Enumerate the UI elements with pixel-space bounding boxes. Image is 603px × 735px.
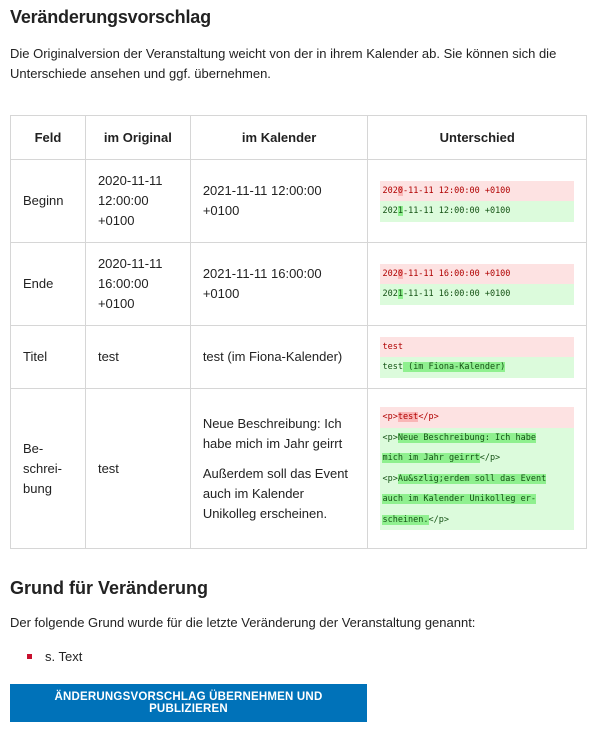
list-item — [10, 647, 82, 667]
diff-highlight: 0 — [397, 185, 403, 196]
diff-highlight: (im Fiona-Kalender) — [402, 362, 506, 372]
table-row — [11, 389, 587, 549]
original-tz: +0100 — [97, 296, 135, 311]
field-name: Ende — [11, 243, 86, 326]
diff-cell — [368, 326, 587, 389]
diff-text: </p> — [428, 514, 450, 525]
reason-title: Grund für Veränderung — [10, 578, 209, 598]
header-field: Feld — [11, 116, 86, 160]
diff-inserted-line — [380, 469, 574, 490]
original-value: test — [85, 389, 190, 549]
diff-inserted-line — [380, 284, 574, 305]
diff-deleted-line — [380, 337, 574, 358]
table-row — [11, 160, 587, 243]
diff-cell — [368, 243, 587, 326]
diff-deleted-line — [380, 407, 574, 428]
table-row — [11, 326, 587, 389]
original-tz: +0100 — [97, 213, 135, 228]
diff-text: 202 — [382, 185, 398, 196]
diff-highlight: 0 — [397, 268, 403, 279]
field-name-part: bung — [23, 480, 52, 496]
original-time: 16:00:00 — [97, 276, 149, 291]
diff-highlight: 1 — [397, 289, 403, 299]
reason-intro: Der folgende Grund wurde für die letzte Veränderung der Veranstaltung genannt: — [10, 615, 476, 630]
original-value — [85, 160, 190, 243]
diff-inserted-line — [380, 489, 574, 510]
description-paragraph: Neue Beschreibung: Ich habe mich im Jahr geirrt — [202, 415, 343, 451]
calendar-value: 2021-11-11 12:00:00 +0100 — [190, 160, 368, 243]
original-value — [85, 243, 190, 326]
original-time: 12:00:00 — [97, 193, 149, 208]
original-date: 2020-11-11 — [97, 256, 163, 271]
diff-table — [10, 115, 587, 549]
reason-text: s. Text — [45, 649, 83, 664]
diff-text: test — [382, 362, 403, 372]
header-original: im Original — [85, 116, 190, 160]
diff-text: <p> — [382, 432, 398, 443]
intro-text: Die Originalversion der Veranstaltung weicht von der in ihrem Kalender ab. Sie können sich die Unterschiede ansehen und ggf. übernehmen. — [10, 46, 557, 81]
field-name: Titel — [11, 326, 86, 389]
calendar-value: 2021-11-11 16:00:00 +0100 — [190, 243, 368, 326]
diff-inserted-line — [380, 357, 574, 378]
diff-highlight: scheinen. — [382, 514, 429, 525]
diff-text: 202 — [382, 206, 398, 216]
diff-deleted-line — [380, 181, 574, 202]
accept-and-publish-button[interactable]: ÄNDERUNGSVORSCHLAG ÜBERNEHMEN UND PUBLIZIEREN — [10, 684, 367, 722]
diff-inserted-line — [380, 448, 574, 469]
diff-text: <p> — [382, 412, 398, 422]
calendar-value — [190, 389, 368, 549]
diff-inserted-line — [380, 428, 574, 449]
diff-inserted-line — [380, 510, 574, 531]
diff-text: -11-11 12:00:00 +0100 — [402, 185, 511, 196]
diff-cell — [368, 160, 587, 243]
diff-highlight: 1 — [397, 206, 403, 216]
header-calendar: im Kalender — [190, 116, 368, 160]
diff-text: </p> — [418, 412, 439, 422]
table-header-row — [11, 116, 587, 160]
diff-text: </p> — [479, 453, 501, 463]
diff-highlight: mich im Jahr geirrt — [382, 453, 480, 463]
diff-cell — [368, 389, 587, 549]
diff-inserted-line — [380, 201, 574, 222]
diff-text: -11-11 16:00:00 +0100 — [402, 289, 511, 299]
bullet-icon — [27, 654, 32, 659]
header-difference: Unterschied — [368, 116, 587, 160]
page-title: Veränderungsvorschlag — [10, 7, 211, 27]
original-date: 2020-11-11 — [97, 173, 163, 188]
diff-highlight: test — [397, 412, 419, 422]
diff-text: 202 — [382, 268, 398, 279]
field-name: Beginn — [11, 160, 86, 243]
diff-highlight: Neue Beschreibung: Ich habe — [397, 432, 536, 443]
diff-text: 202 — [382, 289, 398, 299]
diff-text: -11-11 12:00:00 +0100 — [402, 206, 511, 216]
diff-text: <p> — [382, 473, 398, 484]
field-name — [11, 389, 86, 549]
diff-highlight: auch im Kalender Unikolleg er- — [382, 494, 536, 504]
original-value: test — [85, 326, 190, 389]
reason-list — [10, 647, 82, 667]
diff-text: -11-11 16:00:00 +0100 — [402, 268, 511, 279]
calendar-value: test (im Fiona-Kalender) — [190, 326, 368, 389]
diff-deleted-line — [380, 264, 574, 285]
table-row — [11, 243, 587, 326]
diff-text: test — [382, 341, 403, 352]
field-name-part: schrei- — [23, 460, 63, 476]
description-paragraph: Außerdem soll das Event auch im Kalender Unikolleg erscheinen. — [202, 465, 349, 521]
field-name-part: Be- — [23, 440, 44, 456]
diff-highlight: Au&szlig;erdem soll das Event — [397, 473, 547, 484]
